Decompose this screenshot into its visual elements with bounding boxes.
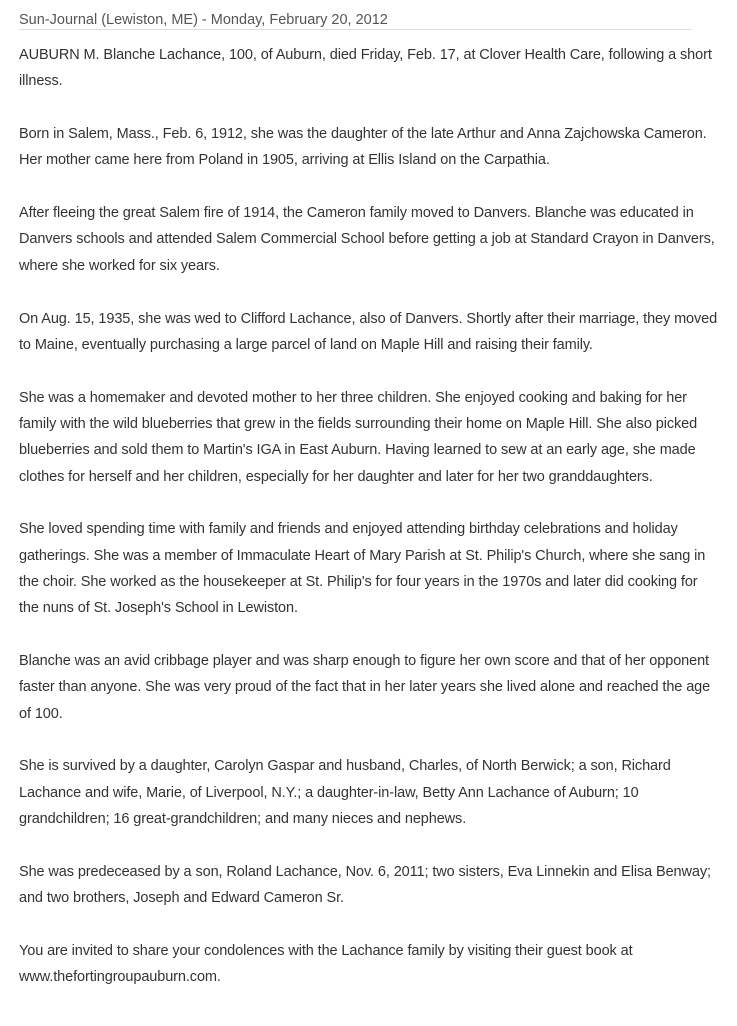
paragraph-marriage: On Aug. 15, 1935, she was wed to Clifford Lachance, also of Danvers. Shortly after their marriage, they moved to Maine, eventually purchasing a large parcel of land on Maple Hill and raising their family. — [19, 310, 718, 353]
paragraph-condolences: You are invited to share your condolences with the Lachance family by visiting their guest book at www.thefortingroupauburn.com. — [19, 942, 633, 986]
paragraph-cribbage: Blanche was an avid cribbage player and was sharp enough to figure her own score and that of her opponent faster than anyone. She was very proud of the fact that in her later years she lived alone and reached the age of 100. — [19, 653, 711, 722]
paragraph-survivors: She is survived by a daughter, Carolyn Gaspar and husband, Charles, of North Berwick; a son, Richard Lachance and wife, Marie, of Liverpool, N.Y.; a daughter-in-law, Betty Ann Lachance of Auburn; 10 grandchildren; 16 great-grandchildren; and many nieces and nephews. — [19, 758, 671, 828]
source-dateline: Sun-Journal (Lewiston, ME) - Monday, February 20, 2012 — [19, 12, 388, 28]
paragraph-homemaker: She was a homemaker and devoted mother to her three children. She enjoyed cooking and baking for her family with the wild blueberries that grew in the fields surrounding their home on Maple Hill. She also picked blueberries and sold them to Martin's IGA in East Auburn. Having learned to sew at an early age, she made clothes for herself and her children, especially for her daughter and later for her two granddaughters. — [19, 389, 698, 485]
paragraph-early-life: After fleeing the great Salem fire of 1914, the Cameron family moved to Danvers. Blanche was educated in Danvers schools and attended Salem Commercial School before getting a job at Standard Crayon in Danvers, where she worked for six years. — [19, 205, 715, 274]
paragraph-predeceased: She was predeceased by a son, Roland Lachance, Nov. 6, 2011; two sisters, Eva Linnekin and Elisa Benway; and two brothers, Joseph and Edward Cameron Sr. — [19, 863, 711, 907]
paragraph-community: She loved spending time with family and friends and enjoyed attending birthday celebrations and holiday gatherings. She was a member of Immaculate Heart of Mary Parish at St. Philip's Church, where she sang in the choir. She worked as the housekeeper at St. Philip's for four years in the 1970s and later did cooking for the nuns of St. Joseph's School in Lewiston. — [19, 521, 706, 617]
paragraph-birth: Born in Salem, Mass., Feb. 6, 1912, she was the daughter of the late Arthur and Anna Zajchowska Cameron. Her mother came here from Poland in 1905, arriving at Ellis Island on the Carpathia. — [19, 126, 707, 169]
paragraph-intro: AUBURN M. Blanche Lachance, 100, of Auburn, died Friday, Feb. 17, at Clover Health Care, following a short illness. — [19, 47, 712, 90]
obituary-article — [19, 42, 718, 991]
